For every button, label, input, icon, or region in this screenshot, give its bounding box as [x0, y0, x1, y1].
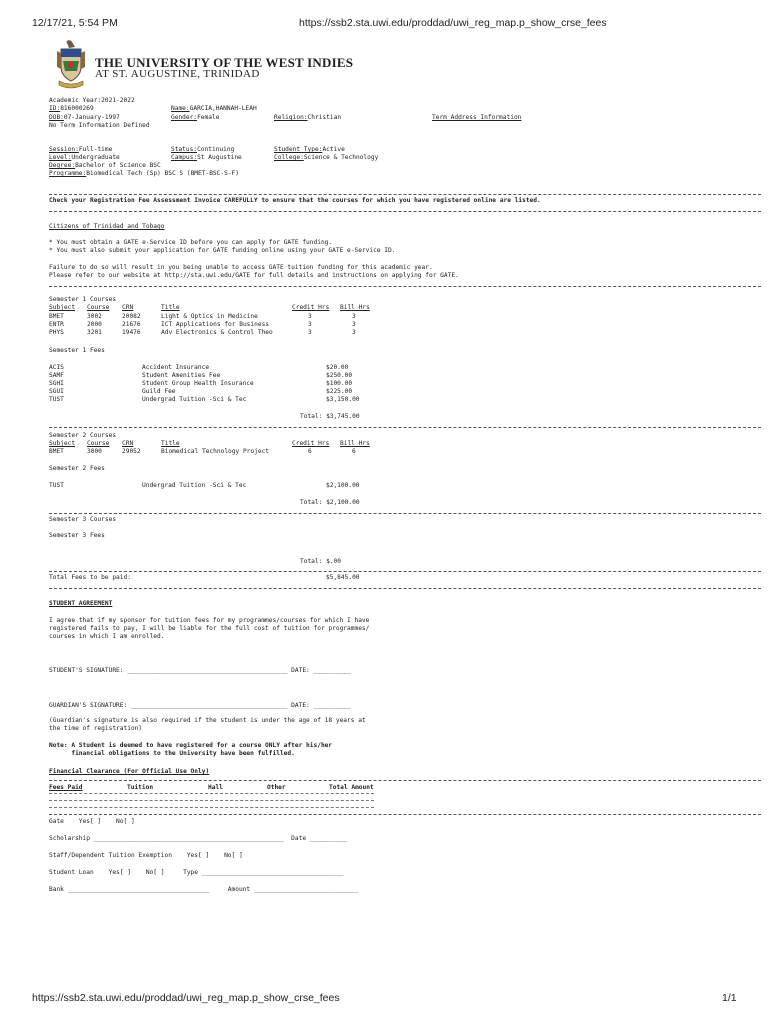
fee-desc: Student Amenities Fee — [142, 372, 221, 379]
sem2-fees-title: Semester 2 Fees — [49, 465, 105, 472]
col-bill-hrs: Bill Hrs — [340, 304, 370, 311]
guardian-signature-line: GUARDIAN'S SIGNATURE: __________________________________________ DATE: __________ — [49, 702, 351, 709]
credit-cell: 6 — [308, 448, 312, 455]
student-religion: Religion:Christian — [274, 114, 342, 121]
course-cell: 2000 — [87, 321, 102, 328]
sem1-total: Total: $3,745.00 — [300, 413, 360, 420]
agreement-line-2: registered fails to pay, I will be liable for the full cost of tuition for programmes/ — [49, 625, 370, 632]
subject-cell: PHYS — [49, 329, 64, 336]
course-cell: 3002 — [87, 313, 102, 320]
divider — [49, 427, 761, 428]
crn-cell: 21676 — [122, 321, 141, 328]
clearance-line — [49, 807, 374, 808]
citizens-heading: Citizens of Trinidad and Tobago — [49, 223, 165, 230]
divider — [49, 780, 761, 781]
clearance-title: Financial Clearance (For Official Use Only) — [49, 768, 210, 775]
col-hall: Hall — [208, 784, 223, 791]
fee-code: SGHI — [49, 380, 64, 387]
divider — [49, 814, 761, 815]
fee-amount: $3,150.00 — [326, 396, 360, 403]
divider — [49, 588, 761, 589]
col-crn: CRN — [122, 304, 134, 311]
gate-failure-line: Failure to do so will result in you being unable to access GATE tuition funding for this academic year. — [49, 264, 433, 271]
student-college: College:Science & Technology — [274, 154, 379, 161]
col-credit-hrs: Credit Hrs — [292, 440, 330, 447]
col-crn: CRN — [122, 440, 134, 447]
col-credit-hrs: Credit Hrs — [292, 304, 330, 311]
clearance-line — [49, 800, 374, 801]
title-cell: Biomedical Technology Project — [161, 448, 270, 455]
sem1-courses-title: Semester 1 Courses — [49, 296, 117, 303]
divider — [49, 211, 761, 212]
student-session: Session:Full-time — [49, 146, 113, 153]
gate-checkbox-line: Gate Yes[ ] No[ ] — [49, 818, 135, 825]
subject-cell: BMET — [49, 313, 64, 320]
registration-note-1: Note: A Student is deemed to have registered for a course ONLY after his/her — [49, 742, 333, 749]
agreement-line-3: courses in which I am enrolled. — [49, 633, 165, 640]
agreement-line-1: I agree that if my sponsor for tuition fees for my programmes/courses for which I have — [49, 617, 370, 624]
title-cell: Light & Optics in Medicine — [161, 313, 258, 320]
sem2-total: Total: $2,100.00 — [300, 499, 360, 506]
student-name: Name:GARCIA,HANNAH-LEAH — [171, 105, 257, 112]
student-dob: DOB:07-January-1997 — [49, 114, 120, 121]
student-loan-line: Student Loan Yes[ ] No[ ] Type ______________________________________ — [49, 869, 344, 876]
university-crest-logo — [51, 39, 91, 91]
student-degree: Degree:Bachelor of Science BSC — [49, 162, 161, 169]
sem3-fees-title: Semester 3 Fees — [49, 532, 105, 539]
title-cell: ICT Applications for Business — [161, 321, 270, 328]
col-fees-paid: Fees Paid — [49, 784, 83, 791]
fee-desc: Undergrad Tuition -Sci & Tec — [142, 482, 247, 489]
grand-total-label: Total Fees to be paid: — [49, 574, 131, 581]
registration-note-2: financial obligations to the University have been fulfilled. — [49, 750, 295, 757]
fee-desc: Guild Fee — [142, 388, 176, 395]
fee-desc: Student Group Health Insurance — [142, 380, 254, 387]
student-campus: Campus:St Augustine — [171, 154, 242, 161]
col-title: Title — [161, 440, 180, 447]
print-url-footer: https://ssb2.sta.uwi.edu/proddad/uwi_reg_map.p_show_crse_fees — [32, 992, 340, 1004]
fee-code: SAMF — [49, 372, 64, 379]
sem2-courses-title: Semester 2 Courses — [49, 432, 117, 439]
guardian-note-2: the time of registration) — [49, 725, 143, 732]
col-total-amount: Total Amount — [329, 784, 374, 791]
bill-cell: 3 — [352, 313, 356, 320]
university-campus: AT ST. AUGUSTINE, TRINIDAD — [95, 68, 260, 80]
divider — [49, 571, 761, 572]
subject-cell: ENTR — [49, 321, 64, 328]
col-course: Course — [87, 304, 110, 311]
print-datetime: 12/17/21, 5:54 PM — [32, 17, 118, 29]
divider — [49, 194, 761, 195]
course-cell: 3201 — [87, 329, 102, 336]
fee-amount: $250.00 — [326, 372, 353, 379]
col-subject: Subject — [49, 304, 76, 311]
staff-exemption-line: Staff/Dependent Tuition Exemption Yes[ ] No[ ] — [49, 852, 243, 859]
crn-cell: 19476 — [122, 329, 141, 336]
student-status: Status:Continuing — [171, 146, 235, 153]
fee-code: TUST — [49, 482, 64, 489]
university-name: THE UNIVERSITY OF THE WEST INDIES — [95, 55, 354, 70]
gate-website-line: Please refer to our website at http://sta.uwi.edu/GATE for full details and instructions on applying for GATE. — [49, 272, 459, 279]
fee-desc: Accident Insurance — [142, 364, 210, 371]
sem3-total: Total: $.00 — [300, 558, 341, 565]
col-bill-hrs: Bill Hrs — [340, 440, 370, 447]
divider — [49, 286, 761, 287]
divider — [49, 513, 761, 514]
col-tuition: Tuition — [127, 784, 154, 791]
print-page-count: 1/1 — [722, 992, 737, 1004]
student-id: ID:816000269 — [49, 105, 94, 112]
credit-cell: 3 — [308, 329, 312, 336]
fee-amount: $225.00 — [326, 388, 353, 395]
subject-cell: BMET — [49, 448, 64, 455]
no-term-info: No Term Information Defined — [49, 122, 150, 129]
fee-code: TUST — [49, 396, 64, 403]
fee-amount: $100.00 — [326, 380, 353, 387]
col-subject: Subject — [49, 440, 76, 447]
credit-cell: 3 — [308, 321, 312, 328]
student-gender: Gender:Female — [171, 114, 220, 121]
student-signature-line: STUDENT'S SIGNATURE: ___________________________________________ DATE: __________ — [49, 667, 351, 674]
col-other: Other — [267, 784, 286, 791]
term-address-link[interactable]: Term Address Information — [432, 114, 522, 121]
crn-cell: 20082 — [122, 313, 141, 320]
student-type: Student Type:Active — [274, 146, 345, 153]
bill-cell: 6 — [352, 448, 356, 455]
sem1-fees-title: Semester 1 Fees — [49, 347, 105, 354]
fee-code: SGUI — [49, 388, 64, 395]
check-invoice-notice: Check your Registration Fee Assessment Invoice CAREFULLY to ensure that the courses for which you have registered online are listed. — [49, 197, 541, 204]
col-course: Course — [87, 440, 110, 447]
student-programme: Programme:Biomedical Tech (Sp) BSC S (BMET-BSC-S-F) — [49, 170, 239, 177]
gate-bullet-2: * You must also submit your application for GATE funding online using your GATE e-Service ID. — [49, 247, 396, 254]
credit-cell: 3 — [308, 313, 312, 320]
gate-bullet-1: * You must obtain a GATE e-Service ID before you can apply for GATE funding. — [49, 239, 333, 246]
bank-line: Bank ______________________________________ Amount ____________________________ — [49, 886, 359, 893]
fee-amount: $20.00 — [326, 364, 349, 371]
scholarship-line: Scholarship ___________________________________________________ Date __________ — [49, 835, 348, 842]
fee-desc: Undergrad Tuition -Sci & Tec — [142, 396, 247, 403]
clearance-line — [49, 793, 374, 794]
col-title: Title — [161, 304, 180, 311]
student-level: Level:Undergraduate — [49, 154, 120, 161]
bill-cell: 3 — [352, 321, 356, 328]
guardian-note-1: (Guardian's signature is also required if the student is under the age of 18 years at — [49, 717, 366, 724]
bill-cell: 3 — [352, 329, 356, 336]
title-cell: Adv Electronics & Control Theo — [161, 329, 273, 336]
academic-year: Academic Year:2021-2022 — [49, 97, 135, 104]
sem3-courses-title: Semester 3 Courses — [49, 516, 117, 523]
agreement-title: STUDENT AGREEMENT — [49, 600, 113, 607]
crn-cell: 29052 — [122, 448, 141, 455]
fee-code: ACIS — [49, 364, 64, 371]
course-cell: 3000 — [87, 448, 102, 455]
grand-total-amount: $5,845.00 — [326, 574, 360, 581]
fee-amount: $2,100.00 — [326, 482, 360, 489]
print-url-header: https://ssb2.sta.uwi.edu/proddad/uwi_reg_map.p_show_crse_fees — [299, 17, 607, 29]
